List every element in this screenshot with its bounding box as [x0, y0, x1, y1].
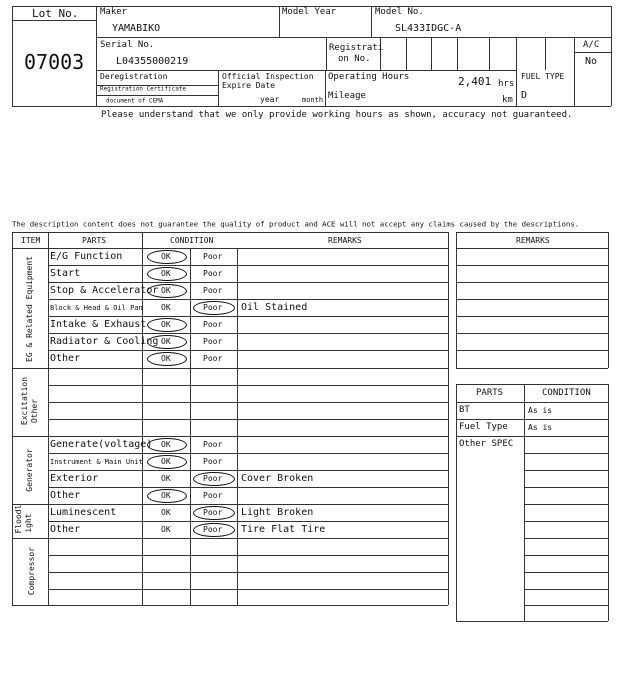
km-unit: km — [502, 95, 513, 105]
section-label-generator: Generator — [25, 448, 34, 492]
condition-ok: OK — [161, 286, 171, 295]
operating-hours-value: 2,401 — [458, 75, 492, 88]
maker-label: Maker — [100, 7, 128, 17]
condition-ok: OK — [161, 337, 171, 346]
condition-poor: Poor — [203, 269, 223, 278]
condition-poor: Poor — [203, 286, 223, 295]
spec-part: BT — [459, 405, 470, 415]
section-label-excitation: Excitation — [20, 376, 29, 426]
section-label-floodlight: Floodl — [14, 504, 23, 534]
part-label: Stop & Accelerator — [50, 285, 159, 296]
model-year-label: Model Year — [282, 7, 337, 17]
remark-text: Cover Broken — [241, 473, 314, 484]
ok-selected-mark — [147, 335, 187, 349]
model-no-label: Model No. — [375, 7, 424, 17]
registration-certificate-label: Registration Certificate — [100, 85, 186, 92]
ok-selected-mark — [147, 438, 187, 452]
fuel-type-value: D — [521, 90, 528, 101]
condition-poor: Poor — [203, 252, 223, 261]
part-label: Generate(voltage) — [50, 439, 153, 450]
ok-selected-mark — [147, 455, 187, 469]
part-label: Other — [50, 353, 81, 364]
condition-poor: Poor — [203, 491, 223, 500]
official-inspection-label-2: Expire Date — [222, 81, 275, 90]
condition-ok: OK — [161, 474, 171, 483]
spec-part: Other SPEC — [459, 439, 514, 449]
model-no-value: SL433IDGC-A — [395, 23, 462, 34]
ok-selected-mark — [147, 318, 187, 332]
header-remarks-right: REMARKS — [516, 236, 550, 245]
part-label: Radiator & Cooling — [50, 336, 159, 347]
section-label-excitation-2: Other — [30, 398, 39, 424]
hrs-unit: hrs — [498, 79, 515, 89]
section-label-compressor: Compressor — [27, 546, 36, 596]
condition-poor: Poor — [203, 525, 223, 534]
working-hours-note: Please understand that we only provide working hours as shown, accuracy not guaranteed. — [101, 110, 573, 120]
deregistration-label: Deregistration — [100, 72, 168, 81]
part-label: Exterior — [50, 473, 99, 484]
year-label: year — [260, 95, 280, 104]
remark-text: Tire Flat Tire — [241, 524, 326, 535]
poor-selected-mark — [193, 506, 235, 520]
condition-ok: OK — [161, 269, 171, 278]
ok-selected-mark — [147, 489, 187, 503]
ok-selected-mark — [147, 267, 187, 281]
ac-label: A/C — [583, 40, 600, 50]
header-parts: PARTS — [82, 236, 107, 245]
spec-condition: As is — [528, 423, 553, 432]
condition-ok: OK — [161, 252, 171, 261]
poor-selected-mark — [193, 472, 235, 486]
ac-value: No — [585, 56, 598, 67]
part-label: Intake & Exhaust — [50, 319, 147, 330]
part-label: E/G Function — [50, 251, 123, 262]
lot-label: Lot No. — [32, 7, 79, 20]
ok-selected-mark — [147, 284, 187, 298]
condition-ok: OK — [161, 354, 171, 363]
poor-selected-mark — [193, 301, 235, 315]
disclaimer: The description content does not guarantee the quality of product and ACE will not accept any claims caused by the descriptions. — [12, 220, 580, 229]
ok-selected-mark — [147, 250, 187, 264]
official-inspection-label-1: Official Inspection — [222, 72, 314, 81]
section-label-floodlight-2: ight — [24, 513, 33, 533]
part-label: Block & Head & Oil Pan — [50, 304, 143, 312]
spec-part: Fuel Type — [459, 422, 508, 432]
condition-poor: Poor — [203, 320, 223, 329]
spec-condition: As is — [528, 406, 553, 415]
remark-text: Oil Stained — [241, 302, 308, 313]
poor-selected-mark — [193, 523, 235, 537]
part-label: Luminescent — [50, 507, 117, 518]
registration-label-2: on No. — [338, 54, 371, 64]
condition-ok: OK — [161, 303, 171, 312]
condition-ok: OK — [161, 320, 171, 329]
lot-value: 07003 — [24, 50, 85, 74]
registration-label-1: Registrati — [329, 43, 384, 53]
condition-poor: Poor — [203, 457, 223, 466]
header-remarks: REMARKS — [328, 236, 362, 245]
condition-poor: Poor — [203, 337, 223, 346]
part-label: Start — [50, 268, 81, 279]
condition-poor: Poor — [203, 354, 223, 363]
serial-value: L04355000219 — [116, 56, 189, 67]
section-label-eg: EG & Related Equipment — [25, 256, 34, 362]
month-label: month — [302, 96, 324, 104]
condition-poor: Poor — [203, 474, 223, 483]
condition-poor: Poor — [203, 303, 223, 312]
condition-ok: OK — [161, 440, 171, 449]
header-condition: CONDITION — [170, 236, 214, 245]
part-label: Other — [50, 524, 81, 535]
condition-ok: OK — [161, 457, 171, 466]
serial-label: Serial No. — [100, 40, 155, 50]
maker-value: YAMABIKO — [112, 23, 161, 34]
condition-poor: Poor — [203, 508, 223, 517]
part-label: Other — [50, 490, 81, 501]
document-cema-label: document of CEMA — [106, 97, 164, 104]
condition-ok: OK — [161, 508, 171, 517]
remark-text: Light Broken — [241, 507, 314, 518]
condition-ok: OK — [161, 491, 171, 500]
condition-ok: OK — [161, 525, 171, 534]
spec-parts-header: PARTS — [476, 388, 504, 398]
mileage-label: Mileage — [328, 91, 366, 101]
operating-hours-label: Operating Hours — [328, 72, 410, 82]
ok-selected-mark — [147, 352, 187, 366]
part-label: Instrument & Main Unit — [50, 458, 143, 466]
header-item: ITEM — [21, 236, 41, 245]
condition-poor: Poor — [203, 440, 223, 449]
spec-condition-header: CONDITION — [542, 388, 591, 398]
fuel-type-label: FUEL TYPE — [521, 72, 565, 81]
